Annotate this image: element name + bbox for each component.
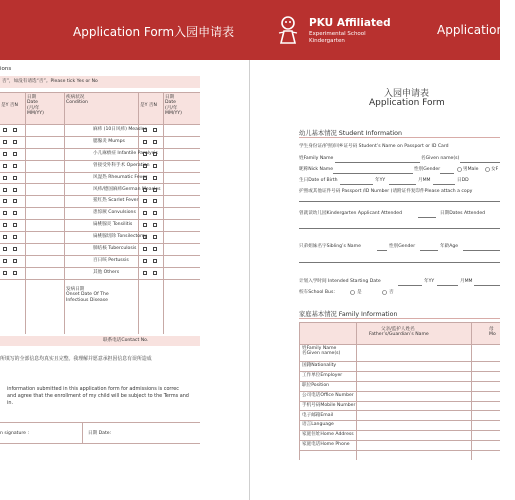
condition-right-no-checkbox[interactable] bbox=[153, 211, 157, 215]
condition-label: 麻疹 (10日风疹) Measles bbox=[93, 127, 147, 132]
sibling-gender-label: 性别Gender bbox=[389, 244, 416, 249]
medical-history-table bbox=[0, 92, 200, 337]
prev-school-field-2[interactable] bbox=[299, 228, 500, 229]
bus-yes-radio-icon[interactable] bbox=[350, 290, 355, 295]
family-info-table bbox=[299, 322, 500, 460]
nick-name-field[interactable] bbox=[333, 173, 413, 174]
condition-right-no-checkbox[interactable] bbox=[153, 152, 157, 156]
mother-input-cell[interactable] bbox=[472, 345, 499, 361]
yes-no-header: 是Y 否N bbox=[1, 103, 18, 108]
sibling-age-field[interactable] bbox=[463, 250, 500, 251]
school-bus-label: 校车School Bus： bbox=[299, 290, 338, 295]
female-radio-icon[interactable] bbox=[485, 167, 490, 172]
condition-right-yes-checkbox[interactable] bbox=[143, 188, 147, 192]
nick-name-label: 昵称Nick Name bbox=[299, 167, 334, 172]
family-row-label: 家庭住址Home Address bbox=[302, 432, 354, 438]
family-table-row bbox=[299, 381, 500, 391]
condition-row bbox=[0, 136, 200, 148]
mother-input-cell[interactable] bbox=[472, 412, 499, 421]
condition-yes-checkbox[interactable] bbox=[3, 211, 7, 215]
student-id-line: 学生身份证/护照/回乡证号码 Student’s Name on Passport or ID Card bbox=[299, 144, 449, 149]
condition-right-no-checkbox[interactable] bbox=[153, 223, 157, 227]
condition-yes-checkbox[interactable] bbox=[3, 199, 7, 203]
condition-right-yes-checkbox[interactable] bbox=[143, 152, 147, 156]
condition-row bbox=[0, 148, 200, 160]
bus-no-radio-icon[interactable] bbox=[382, 290, 387, 295]
family-section-rule bbox=[299, 318, 500, 319]
condition-row bbox=[0, 243, 200, 255]
header-banner bbox=[0, 0, 515, 60]
condition-yes-checkbox[interactable] bbox=[3, 271, 7, 275]
bus-no-label: 否 bbox=[389, 290, 394, 295]
condition-no-checkbox[interactable] bbox=[13, 152, 17, 156]
student-section-title: 幼儿基本情况 Student Information bbox=[299, 130, 403, 137]
start-date-label: 计划入学时间 Intended Starting Date bbox=[299, 279, 381, 284]
sibling-name-field[interactable] bbox=[377, 250, 387, 251]
condition-right-no-checkbox[interactable] bbox=[153, 247, 157, 251]
family-row-label: 国籍Nationality bbox=[302, 363, 337, 368]
condition-right-no-checkbox[interactable] bbox=[153, 188, 157, 192]
condition-right-yes-checkbox[interactable] bbox=[143, 164, 147, 168]
family-row-label: 语言Language bbox=[302, 422, 334, 428]
condition-row bbox=[0, 195, 200, 207]
condition-yes-checkbox[interactable] bbox=[3, 128, 7, 132]
condition-no-checkbox[interactable] bbox=[13, 259, 17, 263]
condition-label: 肺结核 Tuberculosis bbox=[93, 246, 137, 251]
page-divider bbox=[249, 60, 250, 500]
condition-right-no-checkbox[interactable] bbox=[153, 164, 157, 168]
condition-yes-checkbox[interactable] bbox=[3, 152, 7, 156]
family-name-label: 姓Family Name bbox=[299, 156, 334, 161]
condition-label: 扁桃腺炎 Tonsilitis bbox=[93, 222, 133, 228]
condition-right-yes-checkbox[interactable] bbox=[143, 199, 147, 203]
condition-right-yes-checkbox[interactable] bbox=[143, 247, 147, 251]
yes-no-instruction: 否”，如没有请选“否”。Please tick Yes or No bbox=[0, 76, 200, 88]
declaration-en: information submitted in this application form for admissions is correc and agree that the enrollment of my child will be subject to the Terms and in. bbox=[7, 386, 189, 407]
condition-right-yes-checkbox[interactable] bbox=[143, 271, 147, 275]
family-row-label: 电子邮箱Email bbox=[302, 412, 334, 418]
right-page-title: Application F bbox=[437, 23, 515, 37]
family-table-row bbox=[299, 401, 500, 411]
condition-no-checkbox[interactable] bbox=[13, 235, 17, 239]
left-section-title: ions bbox=[0, 66, 12, 72]
dob-year-label: 年YY bbox=[375, 178, 386, 183]
female-label: 女F bbox=[491, 167, 499, 172]
male-label: 男Male bbox=[463, 167, 479, 172]
date-header: 日期 Date (月/年 MM/YY) bbox=[27, 95, 44, 116]
signature-date-label: 日期 Date: bbox=[88, 431, 112, 436]
condition-label: 猩红热 Scarlet Fever bbox=[93, 198, 139, 204]
condition-right-yes-checkbox[interactable] bbox=[143, 223, 147, 227]
family-row-label: 公司电话Office Number bbox=[302, 392, 354, 398]
condition-label: 曾接受外科手术 Operation bbox=[93, 162, 150, 168]
start-date-extra-field[interactable] bbox=[474, 285, 500, 286]
form-title-cn: 入园申请表 bbox=[384, 89, 430, 99]
school-logo-icon bbox=[272, 13, 304, 45]
condition-label: 风疹/德国麻疹German Measles bbox=[93, 186, 161, 192]
family-table-row bbox=[299, 344, 500, 361]
date-header-2: 日期 Date (月/年 MM/YY) bbox=[165, 95, 182, 116]
condition-label: 扁桃腺切除 Tonsilectomy bbox=[93, 234, 148, 240]
dob-month-label: 月MM bbox=[418, 178, 431, 183]
father-input-cell[interactable] bbox=[357, 402, 470, 411]
condition-right-no-checkbox[interactable] bbox=[153, 259, 157, 263]
condition-yes-checkbox[interactable] bbox=[3, 247, 7, 251]
family-table-row bbox=[299, 361, 500, 371]
condition-row bbox=[0, 172, 200, 184]
father-input-cell[interactable] bbox=[357, 431, 470, 440]
condition-label: 小儿麻痹症 Infantile Paralysis bbox=[93, 150, 158, 156]
condition-yes-checkbox[interactable] bbox=[3, 164, 7, 168]
condition-no-checkbox[interactable] bbox=[13, 271, 17, 275]
family-table-row bbox=[299, 391, 500, 401]
sibling-name-label: 只弟姐妹名字Sibling’s Name bbox=[299, 244, 361, 249]
mother-input-cell[interactable] bbox=[472, 362, 499, 371]
male-radio-icon[interactable] bbox=[457, 167, 462, 172]
signature-row bbox=[0, 422, 200, 444]
condition-label: 其他 Others bbox=[93, 269, 120, 275]
mother-input-cell[interactable] bbox=[472, 392, 499, 401]
left-page-title: Application Form入园申请表 bbox=[73, 25, 235, 39]
dob-year-field[interactable] bbox=[340, 184, 373, 185]
yes-no-header-2: 是Y 否N bbox=[140, 103, 157, 108]
start-year-field[interactable] bbox=[398, 285, 422, 286]
sibling-gender-field[interactable] bbox=[420, 250, 438, 251]
father-input-cell[interactable] bbox=[357, 412, 470, 421]
condition-header: 疾病状况 Condition bbox=[66, 95, 88, 106]
prev-school-field[interactable] bbox=[418, 217, 436, 218]
student-section-rule bbox=[299, 137, 500, 138]
family-row-label: 手机号码Mobile Number bbox=[302, 402, 356, 408]
family-row-label: 姓Family Name 名Given name(s) bbox=[302, 346, 341, 357]
dob-day-label: 日DD bbox=[457, 178, 469, 183]
given-name-field[interactable] bbox=[460, 162, 500, 163]
condition-right-yes-checkbox[interactable] bbox=[143, 128, 147, 132]
mother-input-cell[interactable] bbox=[472, 421, 499, 430]
father-input-cell[interactable] bbox=[357, 362, 470, 371]
condition-no-checkbox[interactable] bbox=[13, 176, 17, 180]
gender-field[interactable] bbox=[440, 173, 454, 174]
condition-right-yes-checkbox[interactable] bbox=[143, 176, 147, 180]
condition-yes-checkbox[interactable] bbox=[3, 140, 7, 144]
condition-row bbox=[0, 219, 200, 231]
dates-attended-label: 日期Dates Attended bbox=[440, 211, 486, 216]
condition-yes-checkbox[interactable] bbox=[3, 176, 7, 180]
condition-right-no-checkbox[interactable] bbox=[153, 176, 157, 180]
mother-input-cell[interactable] bbox=[472, 402, 499, 411]
condition-no-checkbox[interactable] bbox=[13, 211, 17, 215]
form-title-en: Application Form bbox=[369, 98, 445, 108]
condition-row bbox=[0, 207, 200, 219]
condition-row bbox=[0, 231, 200, 243]
family-table-row bbox=[299, 430, 500, 440]
passport-line: 护照或其他证件号码 Passport /ID Number (请附证件复印件Please attach a copy bbox=[299, 189, 473, 194]
dob-month-field[interactable] bbox=[389, 184, 416, 185]
condition-yes-checkbox[interactable] bbox=[3, 235, 7, 239]
dob-label: 生日Date of Birth bbox=[299, 178, 338, 183]
condition-no-checkbox[interactable] bbox=[13, 128, 17, 132]
family-table-row bbox=[299, 371, 500, 381]
contact-label: 联系电话Contact No. bbox=[103, 338, 149, 343]
family-table-row bbox=[299, 420, 500, 430]
logo-subtitle-kindergarten: Kindergarten bbox=[309, 38, 345, 44]
father-input-cell[interactable] bbox=[357, 372, 470, 381]
family-row-label: 职位Position bbox=[302, 382, 330, 388]
family-table-row bbox=[299, 411, 500, 421]
condition-no-checkbox[interactable] bbox=[13, 140, 17, 144]
condition-yes-checkbox[interactable] bbox=[3, 188, 7, 192]
contact-row bbox=[0, 336, 200, 346]
condition-label: 腮腺炎 Mumps bbox=[93, 138, 125, 144]
family-row-label: 家庭电话Home Phone bbox=[302, 442, 350, 448]
condition-right-no-checkbox[interactable] bbox=[153, 128, 157, 132]
condition-right-no-checkbox[interactable] bbox=[153, 271, 157, 275]
mother-input-cell[interactable] bbox=[472, 441, 499, 450]
start-month-label: 月MM bbox=[460, 279, 473, 284]
given-name-label: 名Given name(s) bbox=[421, 156, 460, 161]
condition-no-checkbox[interactable] bbox=[13, 164, 17, 168]
signature-label: n signature : bbox=[0, 431, 30, 436]
father-input-cell[interactable] bbox=[357, 345, 470, 361]
logo-name: PKU Affiliated bbox=[309, 17, 391, 29]
condition-label: 风湿热 Rheumatic Fever bbox=[93, 174, 148, 180]
dob-day-field[interactable] bbox=[433, 184, 455, 185]
family-table-row bbox=[299, 440, 500, 450]
start-year-label: 年YY bbox=[424, 279, 435, 284]
mother-column-header: 母 Mo bbox=[489, 327, 496, 338]
passport-field[interactable] bbox=[299, 201, 500, 202]
start-month-field[interactable] bbox=[437, 285, 458, 286]
condition-label: 患惊厥 Convulsions bbox=[93, 210, 136, 216]
condition-row bbox=[0, 124, 200, 136]
condition-right-yes-checkbox[interactable] bbox=[143, 140, 147, 144]
condition-right-no-checkbox[interactable] bbox=[153, 140, 157, 144]
prev-school-label: 曾就读幼儿园Kindergarten Applicant Attended bbox=[299, 211, 403, 216]
bus-yes-label: 是 bbox=[357, 290, 362, 295]
family-section-title: 家庭基本情况 Family Information bbox=[299, 311, 398, 318]
father-input-cell[interactable] bbox=[357, 441, 470, 450]
condition-right-yes-checkbox[interactable] bbox=[143, 259, 147, 263]
condition-yes-checkbox[interactable] bbox=[3, 259, 7, 263]
condition-row bbox=[0, 184, 200, 196]
mother-input-cell[interactable] bbox=[472, 431, 499, 440]
condition-no-checkbox[interactable] bbox=[13, 223, 17, 227]
condition-label: 百日咳 Pertussis bbox=[93, 257, 129, 263]
father-input-cell[interactable] bbox=[357, 382, 470, 391]
father-input-cell[interactable] bbox=[357, 421, 470, 430]
mother-input-cell[interactable] bbox=[472, 382, 499, 391]
condition-right-yes-checkbox[interactable] bbox=[143, 235, 147, 239]
declaration-cn: 所填写的全部信息均真实且完整。我理解并愿意承担因信息有误所造成 bbox=[0, 356, 152, 362]
condition-right-yes-checkbox[interactable] bbox=[143, 211, 147, 215]
sibling-age-label: 年龄Age bbox=[440, 244, 459, 249]
logo-subtitle-school: Experimental School bbox=[309, 31, 366, 37]
gender-label: 性别Gender bbox=[414, 167, 441, 172]
onset-date-label: 发病日期 Onset Date Of The Infectious Disease bbox=[66, 287, 109, 303]
father-column-header: 父亲/监护人姓名 Father’s/Guardian’s Name bbox=[369, 327, 429, 338]
condition-no-checkbox[interactable] bbox=[13, 199, 17, 203]
condition-no-checkbox[interactable] bbox=[13, 188, 17, 192]
family-name-field[interactable] bbox=[335, 162, 420, 163]
father-input-cell[interactable] bbox=[357, 392, 470, 401]
condition-row bbox=[0, 255, 200, 267]
condition-no-checkbox[interactable] bbox=[13, 247, 17, 251]
condition-right-no-checkbox[interactable] bbox=[153, 235, 157, 239]
sibling-field-2[interactable] bbox=[299, 262, 500, 263]
condition-row bbox=[0, 267, 200, 279]
condition-right-no-checkbox[interactable] bbox=[153, 199, 157, 203]
mother-input-cell[interactable] bbox=[472, 372, 499, 381]
family-row-label: 工作单位Employer bbox=[302, 372, 343, 378]
condition-yes-checkbox[interactable] bbox=[3, 223, 7, 227]
condition-row bbox=[0, 160, 200, 172]
